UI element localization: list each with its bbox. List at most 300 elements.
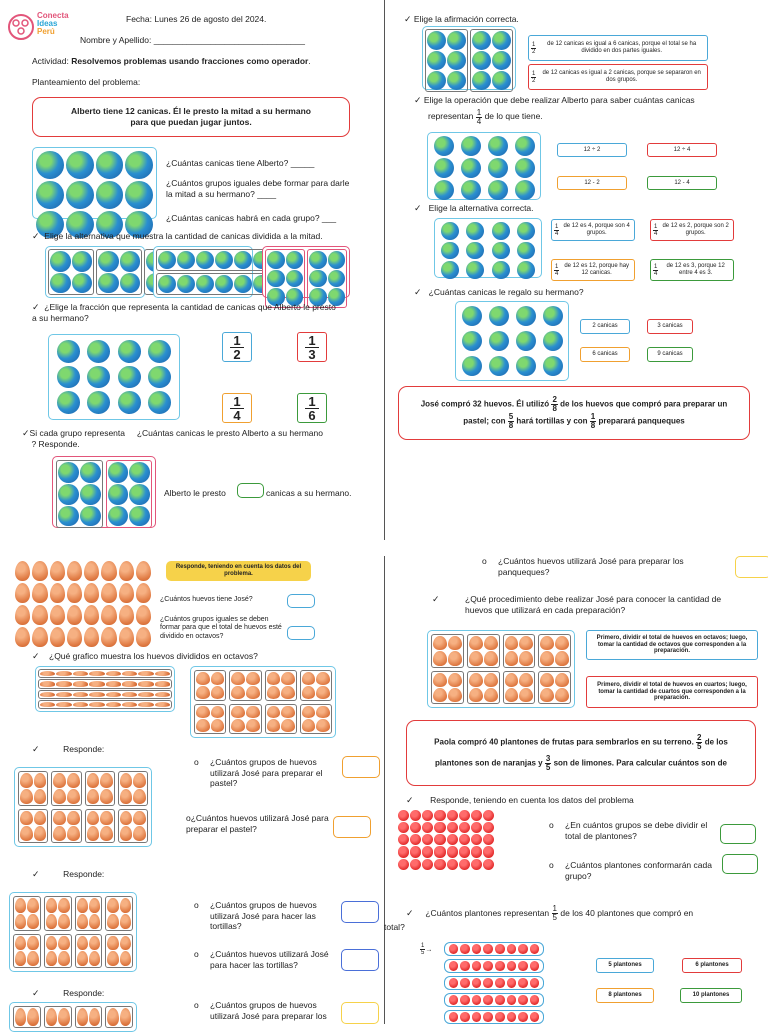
egg-icon: [246, 719, 260, 732]
egg-icon: [448, 636, 462, 650]
group-box: [38, 690, 172, 699]
egg-icon: [316, 672, 330, 685]
egg-icon: [89, 671, 104, 676]
problem1-box: Alberto tiene 12 canicas. Él le presto la mitad a su hermano para que puedan jugar juntos.: [32, 97, 350, 137]
q4-ans-label: Alberto le presto: [164, 488, 226, 498]
egg-icon: [27, 951, 38, 966]
r3-option-4[interactable]: $\frac{1}{4}$ de 12 es 3, porque 12 entre 4 es 3.: [650, 259, 734, 281]
egg-icon: [40, 692, 55, 697]
eggs-option-eighths[interactable]: [190, 666, 336, 738]
r4-q: ✓ ¿Cuántas canicas le regalo su hermano?: [414, 287, 584, 297]
marble-icon: [108, 462, 129, 483]
egg-icon: [53, 773, 66, 788]
egg-icon: [196, 686, 210, 699]
group-box: [48, 249, 94, 295]
marble-icon: [466, 222, 484, 240]
egg-icon: [119, 605, 134, 625]
group-box: [265, 670, 297, 701]
eggs-e4: [9, 892, 137, 972]
plant-dot-icon: [471, 822, 482, 833]
r4-option-2[interactable]: 3 canicas: [647, 319, 693, 334]
group-box: [503, 671, 536, 705]
plant-dot-icon: [483, 995, 493, 1005]
egg-icon: [302, 706, 316, 719]
egg-icon: [101, 583, 116, 603]
egg-icon: [58, 1008, 69, 1026]
date: Fecha: Lunes 26 de agosto del 2024.: [126, 14, 267, 24]
group-box: [118, 809, 148, 844]
q1c: ¿Cuántas canicas habrá en cada grupo? ___: [166, 213, 337, 223]
f4-fraction-marker: $\frac{1}{5}$ →: [421, 943, 433, 956]
marble-icon: [215, 251, 233, 269]
plant-dot-icon: [410, 846, 421, 857]
group-box: [229, 704, 261, 735]
plant-dot-icon: [422, 834, 433, 845]
marble-icon: [492, 31, 511, 50]
plant-dot-icon: [449, 1012, 459, 1022]
egg-icon: [46, 951, 57, 966]
group-box: [51, 771, 81, 806]
egg-icon: [89, 1008, 100, 1026]
q4-ans-end: canicas a su hermano.: [266, 488, 352, 498]
egg-icon: [120, 951, 131, 966]
egg-icon: [433, 673, 447, 687]
name-field[interactable]: Nombre y Apellido: ________________________________: [80, 35, 305, 45]
group-box: [307, 249, 347, 308]
plant-dot-icon: [495, 944, 505, 954]
plant-dot-icon: [398, 822, 409, 833]
plant-dot-icon: [434, 859, 445, 870]
marble-icon: [234, 251, 252, 269]
f3-answer-a[interactable]: [720, 824, 756, 844]
egg-icon: [138, 681, 153, 686]
group-box: [503, 634, 536, 668]
egg-icon: [133, 773, 146, 788]
egg-icon: [107, 914, 118, 929]
egg-icon: [155, 692, 170, 697]
plant-dot-icon: [460, 995, 470, 1005]
group-box: [38, 679, 172, 688]
egg-icon: [281, 672, 295, 685]
plants-fifths: [444, 942, 544, 1024]
egg-icon: [46, 1008, 57, 1026]
plant-dot-icon: [449, 978, 459, 988]
marble-icon: [129, 506, 150, 527]
egg-icon: [267, 706, 281, 719]
egg-icon: [89, 692, 104, 697]
egg-icon: [469, 673, 483, 687]
egg-icon: [138, 692, 153, 697]
egg-icon: [211, 672, 225, 685]
plant-dot-icon: [507, 995, 517, 1005]
egg-icon: [67, 773, 80, 788]
egg-icon: [67, 811, 80, 826]
e5-r-text: Responde:: [63, 988, 105, 998]
marble-icon: [434, 180, 454, 200]
egg-icon: [136, 561, 151, 581]
r3-option-2[interactable]: $\frac{1}{4}$ de 12 es 2, porque son 2 grupos.: [650, 219, 734, 241]
egg-icon: [15, 561, 30, 581]
marble-icon: [108, 484, 129, 505]
r2-option-3[interactable]: 12 - 2: [557, 176, 627, 190]
plant-dot-icon: [447, 822, 458, 833]
egg-icon: [505, 688, 519, 702]
group-box: [118, 771, 148, 806]
marble-icon: [543, 331, 563, 351]
egg-icon: [89, 914, 100, 929]
activity-label: Actividad:: [32, 56, 72, 66]
egg-icon: [281, 719, 295, 732]
marble-icon: [148, 340, 171, 363]
egg-icon: [136, 583, 151, 603]
egg-icon: [267, 719, 281, 732]
eggs-option-quarters[interactable]: [35, 666, 175, 712]
plant-dot-icon: [483, 1012, 493, 1022]
plant-dot-icon: [518, 995, 528, 1005]
plant-dot-icon: [422, 846, 433, 857]
group-box: [105, 934, 133, 969]
marble-icon: [148, 366, 171, 389]
egg-icon: [32, 605, 47, 625]
egg-icon: [67, 561, 82, 581]
e4-a: o ¿Cuántos grupos de huevos utilizará José para hacer las tortillas?: [194, 900, 317, 932]
e3-answer-a[interactable]: [342, 756, 380, 778]
r4-option-4[interactable]: 9 canicas: [647, 347, 693, 362]
marble-icon: [488, 158, 508, 178]
group-box: [105, 1006, 133, 1028]
group-box: [106, 460, 153, 528]
eggs-f2: [427, 630, 575, 708]
marble-icon: [120, 251, 141, 272]
e5-answer-a[interactable]: [341, 1002, 379, 1024]
r3-option-3[interactable]: $\frac{1}{4}$ de 12 es 12, porque hay 12 canicas.: [551, 259, 635, 281]
logo: [6, 10, 76, 46]
group-box: [44, 934, 72, 969]
plant-dot-icon: [530, 944, 540, 954]
planteamiento: Planteamiento del problema:: [32, 77, 141, 87]
f4-option-4[interactable]: 10 plantones: [680, 988, 742, 1003]
plant-dot-icon: [518, 978, 528, 988]
egg-icon: [56, 671, 71, 676]
plant-dot-icon: [483, 810, 494, 821]
plant-dot-icon: [422, 822, 433, 833]
group-box: [44, 896, 72, 931]
r1-option-2[interactable]: $\frac{1}{2}$ de 12 canicas es igual a 2 canicas, porque se separaron en dos grupos.: [528, 64, 708, 90]
marble-icon: [516, 306, 536, 326]
egg-icon: [87, 811, 100, 826]
f4-option-3[interactable]: 8 plantones: [596, 988, 654, 1003]
f3-answer-b[interactable]: [722, 854, 758, 874]
egg-icon: [101, 627, 116, 647]
egg-icon: [136, 605, 151, 625]
q3: ✓ ¿Elige la fracción que representa la cantidad de canicas que Alberto le presto a su hermano?: [32, 302, 336, 324]
logo-line2: Ideas: [37, 19, 58, 28]
marble-icon: [472, 51, 491, 70]
e3-answer-b[interactable]: [333, 816, 371, 838]
egg-icon: [505, 636, 519, 650]
option-halves-1[interactable]: [45, 246, 145, 298]
marble-icon: [215, 275, 233, 293]
plant-dot-icon: [518, 1012, 528, 1022]
egg-icon: [281, 686, 295, 699]
fraction-option-1-3[interactable]: 1 3: [297, 332, 327, 362]
plant-dot-icon: [495, 961, 505, 971]
q4: ✓Si cada grupo representa ¿Cuántas canicas le presto Alberto a su hermano ? Responde.: [22, 428, 323, 450]
r4-option-1[interactable]: 2 canicas: [580, 319, 630, 334]
egg-icon: [107, 936, 118, 951]
egg-icon: [267, 686, 281, 699]
marble-icon: [36, 151, 64, 179]
egg-icon: [540, 651, 554, 665]
group-box: [156, 249, 273, 271]
egg-icon: [231, 719, 245, 732]
option-halves-2[interactable]: [153, 246, 253, 298]
group-box: [470, 29, 513, 92]
egg-icon: [50, 627, 65, 647]
egg-icon: [555, 636, 569, 650]
r2-option-1[interactable]: 12 ÷ 2: [557, 143, 627, 157]
e4-answer-b[interactable]: [341, 949, 379, 971]
marble-icon: [543, 306, 563, 326]
egg-icon: [133, 789, 146, 804]
marble-icon: [441, 242, 459, 260]
marble-icon: [148, 391, 171, 414]
e1-answer-b[interactable]: [287, 626, 315, 640]
plant-dot-icon: [471, 834, 482, 845]
logo-line1: Conecta: [37, 11, 69, 20]
marble-icon: [58, 506, 79, 527]
e5-a: o ¿Cuántos grupos de huevos utilizará José para preparar los: [194, 1000, 327, 1021]
plant-dot-icon: [459, 859, 470, 870]
marbles-r4: [455, 301, 569, 381]
marble-icon: [466, 261, 484, 279]
marble-icon: [36, 181, 64, 209]
egg-icon: [56, 702, 71, 707]
e2-q: ✓ ¿Qué grafico muestra los huevos divididos en octavos?: [32, 651, 258, 661]
egg-icon: [56, 692, 71, 697]
plant-dot-icon: [530, 995, 540, 1005]
egg-icon: [58, 914, 69, 929]
egg-icon: [155, 681, 170, 686]
egg-icon: [120, 789, 133, 804]
q4-a: Si cada grupo representa: [29, 428, 125, 438]
marble-icon: [447, 31, 466, 50]
egg-icon: [101, 605, 116, 625]
marble-icon: [489, 306, 509, 326]
egg-icon: [15, 1008, 26, 1026]
egg-icon: [469, 636, 483, 650]
f4-option-1[interactable]: 5 plantones: [596, 958, 654, 973]
egg-icon: [77, 936, 88, 951]
marble-icon: [80, 506, 101, 527]
egg-icon: [122, 702, 137, 707]
marble-icon: [177, 275, 195, 293]
marble-icon: [96, 181, 124, 209]
egg-icon: [20, 773, 33, 788]
option-halves-3[interactable]: [262, 246, 350, 298]
plant-dot-icon: [398, 834, 409, 845]
marble-icon: [462, 306, 482, 326]
plant-dot-icon: [530, 961, 540, 971]
egg-icon: [56, 681, 71, 686]
egg-icon: [120, 773, 133, 788]
e1-b: ¿Cuántos grupos iguales se deben formar para que el total de huevos esté dividido en octavos?: [160, 616, 282, 640]
r1-option-1[interactable]: $\frac{1}{2}$ de 12 canicas es igual a 6 canicas, porque el total se ha dividido en dos partes iguales.: [528, 35, 708, 61]
group-box: [13, 934, 41, 969]
plant-dot-icon: [472, 995, 482, 1005]
f1-answer[interactable]: [735, 556, 768, 578]
f4-option-2[interactable]: 6 plantones: [682, 958, 742, 973]
egg-icon: [20, 789, 33, 804]
marble-icon: [517, 222, 535, 240]
egg-icon: [119, 561, 134, 581]
marble-icon: [87, 391, 110, 414]
r4-option-3[interactable]: 6 canicas: [580, 347, 630, 362]
marble-icon: [267, 270, 285, 288]
group-box: [265, 704, 297, 735]
egg-icon: [231, 672, 245, 685]
marbles-halves-answer: [52, 456, 156, 528]
egg-icon: [281, 706, 295, 719]
egg-icon: [15, 627, 30, 647]
group-box: [229, 670, 261, 701]
marble-icon: [118, 366, 141, 389]
egg-icon: [107, 1008, 118, 1026]
marble-icon: [196, 251, 214, 269]
egg-icon: [100, 811, 113, 826]
q4-answer-box[interactable]: [237, 483, 264, 498]
egg-icon: [469, 651, 483, 665]
fraction-option-1-2[interactable]: 1 2: [222, 332, 252, 362]
egg-icon: [34, 773, 47, 788]
f2-option-1[interactable]: Primero, dividir el total de huevos en octavos; luego, tomar la cantidad de octavos que corresponden a la preparación.: [586, 630, 758, 660]
e3-a: o ¿Cuántos grupos de huevos utilizará José para preparar el pastel?: [194, 757, 323, 789]
egg-icon: [53, 826, 66, 841]
egg-icon: [316, 686, 330, 699]
egg-icon: [15, 914, 26, 929]
group-box: [431, 634, 464, 668]
group-box: [13, 1006, 41, 1028]
marble-icon: [472, 71, 491, 90]
marble-icon: [492, 261, 510, 279]
divider-top: [384, 0, 385, 540]
egg-icon: [448, 651, 462, 665]
plant-dot-icon: [483, 961, 493, 971]
egg-icon: [77, 914, 88, 929]
f3-a: o ¿En cuántos grupos se debe dividir el total de plantones?: [549, 820, 708, 841]
r2-option-4[interactable]: 12 - 4: [647, 176, 717, 190]
egg-icon: [34, 811, 47, 826]
plant-dot-icon: [495, 978, 505, 988]
egg-icon: [231, 686, 245, 699]
egg-icon: [27, 936, 38, 951]
egg-icon: [84, 583, 99, 603]
group-box: [467, 634, 500, 668]
plant-dot-icon: [460, 961, 470, 971]
marble-icon: [125, 151, 153, 179]
plants-40: [398, 810, 494, 866]
marble-icon: [57, 366, 80, 389]
plant-dot-icon: [449, 995, 459, 1005]
egg-icon: [133, 826, 146, 841]
marble-icon: [328, 251, 346, 269]
plant-dot-icon: [483, 978, 493, 988]
r2-option-2[interactable]: 12 ÷ 4: [647, 143, 717, 157]
egg-icon: [519, 673, 533, 687]
marble-icon: [543, 356, 563, 376]
egg-icon: [34, 789, 47, 804]
fraction-option-1-4[interactable]: 1 4: [222, 393, 252, 423]
egg-icon: [100, 826, 113, 841]
plant-dot-icon: [447, 859, 458, 870]
egg-icon: [27, 898, 38, 913]
marble-icon: [98, 273, 119, 294]
marble-icon: [461, 180, 481, 200]
group-box: [105, 896, 133, 931]
egg-icon: [196, 672, 210, 685]
egg-icon: [448, 673, 462, 687]
r3-option-1[interactable]: $\frac{1}{4}$ de 12 es 4, porque son 4 grupos.: [551, 219, 635, 241]
egg-icon: [246, 672, 260, 685]
egg-icon: [136, 627, 151, 647]
plant-dot-icon: [460, 1012, 470, 1022]
plant-dot-icon: [410, 834, 421, 845]
marble-icon: [118, 340, 141, 363]
egg-icon: [15, 898, 26, 913]
marble-icon: [98, 251, 119, 272]
e4-answer-a[interactable]: [341, 901, 379, 923]
q2: ✓ Elige la alternativa que muestra la cantidad de canicas dividida a la mitad.: [32, 231, 323, 241]
fraction-option-1-6[interactable]: 1 6: [297, 393, 327, 423]
plant-dot-icon: [434, 834, 445, 845]
r4-q-text: ¿Cuántas canicas le regalo su hermano?: [428, 287, 584, 297]
marble-icon: [158, 275, 176, 293]
egg-icon: [84, 605, 99, 625]
egg-icon: [246, 706, 260, 719]
egg-icon: [155, 702, 170, 707]
egg-icon: [267, 672, 281, 685]
egg-icon: [73, 702, 88, 707]
marble-icon: [441, 222, 459, 240]
e3-r: ✓ Responde:: [32, 744, 105, 754]
marble-icon: [177, 251, 195, 269]
egg-icon: [246, 686, 260, 699]
marble-icon: [158, 251, 176, 269]
egg-icon: [89, 681, 104, 686]
f3-q-text: Responde, teniendo en cuenta los datos del problema: [430, 795, 634, 805]
q1a: ¿Cuántas canicas tiene Alberto? _____: [166, 158, 315, 168]
egg-icon: [555, 651, 569, 665]
plant-dot-icon: [483, 834, 494, 845]
marble-icon: [447, 71, 466, 90]
f3-q: ✓ Responde, teniendo en cuenta los datos del problema: [406, 795, 634, 805]
marble-icon: [129, 484, 150, 505]
marble-icon: [434, 158, 454, 178]
egg-icon: [32, 583, 47, 603]
egg-icon: [107, 898, 118, 913]
plant-dot-icon: [507, 1012, 517, 1022]
e1-a: ¿Cuántos huevos tiene José?: [160, 596, 253, 603]
plant-dot-icon: [471, 846, 482, 857]
egg-icon: [87, 826, 100, 841]
egg-icon: [122, 692, 137, 697]
egg-icon: [20, 826, 33, 841]
activity: [32, 56, 311, 67]
marbles-r2: [427, 132, 541, 200]
group-box: [194, 704, 226, 735]
f2-option-2[interactable]: Primero, dividir el total de huevos en cuartos; luego, tomar la cantidad de cuartos que corresponden a la preparación.: [586, 676, 758, 708]
e1-answer-a[interactable]: [287, 594, 315, 608]
